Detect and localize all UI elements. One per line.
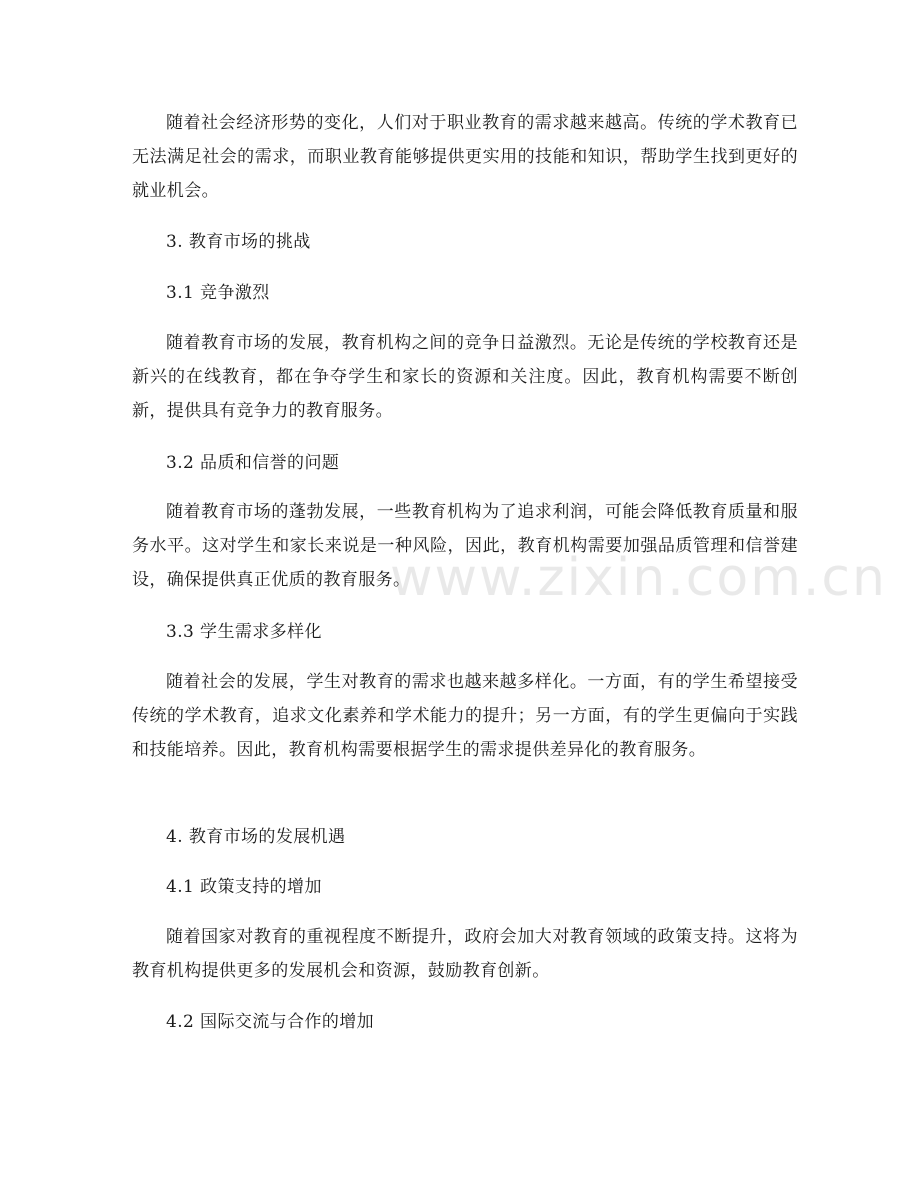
paragraph-competition: 随着教育市场的发展，教育机构之间的竞争日益激烈。无论是传统的学校教育还是新兴的在线教育，都在争夺学生和家长的资源和关注度。因此，教育机构需要不断创新，提供具有竞争力的教育服务。 [132,333,798,421]
heading-section-3-1: 3.1 竞争激烈 [166,283,270,303]
heading-section-3-2: 3.2 品质和信誉的问题 [166,453,340,473]
watermark: www.zixin.com.cn [390,548,887,608]
heading-section-4-2: 4.2 国际交流与合作的增加 [166,1012,375,1032]
paragraph-quality: 随着教育市场的蓬勃发展，一些教育机构为了追求利润，可能会降低教育质量和服务水平。这对学生和家长来说是一种风险，因此，教育机构需要加强品质管理和信誉建设，确保提供真正优质的教育服务。 [132,502,798,590]
paragraph-diverse-needs: 随着社会的发展，学生对教育的需求也越来越多样化。一方面，有的学生希望接受传统的学术教育，追求文化素养和学术能力的提升；另一方面，有的学生更偏向于实践和技能培养。因此，教育机构需要根据学生的需求提供差异化的教育服务。 [132,672,798,760]
heading-section-3: 3. 教育市场的挑战 [166,232,311,252]
paragraph-vocational-demand: 随着社会经济形势的变化，人们对于职业教育的需求越来越高。传统的学术教育已无法满足社会的需求，而职业教育能够提供更实用的技能和知识，帮助学生找到更好的就业机会。 [132,113,798,201]
heading-section-4-1: 4.1 政策支持的增加 [166,877,322,897]
heading-section-3-3: 3.3 学生需求多样化 [166,622,322,642]
paragraph-policy-support: 随着国家对教育的重视程度不断提升，政府会加大对教育领域的政策支持。这将为教育机构提供更多的发展机会和资源，鼓励教育创新。 [132,927,798,981]
heading-section-4: 4. 教育市场的发展机遇 [166,827,346,847]
